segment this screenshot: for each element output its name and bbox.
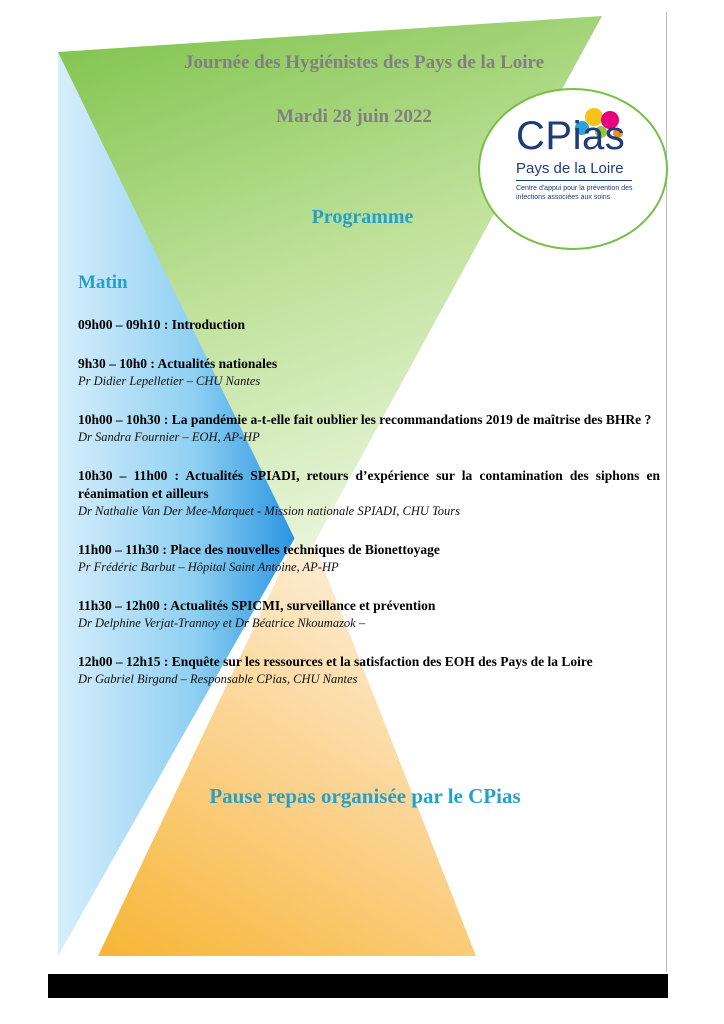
logo-tagline: Centre d'appui pour la prévention des infections associées aux soins [516, 185, 633, 201]
lunch-break-title: Pause repas organisée par le CPias [209, 784, 521, 808]
agenda-item [78, 653, 660, 688]
event-title: Journée des Hygiénistes des Pays de la Loire [183, 52, 545, 73]
agenda-list [78, 316, 660, 709]
agenda-item [78, 541, 660, 576]
agenda-item-title: 10h30 – 11h00 : Actualités SPIADI, retours d’expérience sur la contamination des siphons en réanimation et ailleurs [78, 468, 660, 501]
footer-bar [48, 974, 668, 998]
logo-name: CPias [516, 114, 626, 158]
agenda-item-speaker: Pr Frédéric Barbut – Hôpital Saint Antoine, AP-HP [78, 560, 339, 574]
agenda-item [78, 355, 660, 390]
agenda-item [78, 411, 660, 446]
agenda-item-speaker: Pr Didier Lepelletier – CHU Nantes [78, 374, 261, 388]
agenda-item-title: 9h30 – 10h0 : Actualités nationales [78, 356, 278, 371]
agenda-item-title: 09h00 – 09h10 : Introduction [78, 317, 246, 332]
agenda-item-title: 11h30 – 12h00 : Actualités SPICMI, surveillance et prévention [78, 598, 436, 613]
event-date: Mardi 28 juin 2022 [276, 106, 432, 127]
program-title: Programme [311, 206, 414, 228]
logo-divider [516, 180, 632, 181]
agenda-item-title: 10h00 – 10h30 : La pandémie a-t-elle fait oublier les recommandations 2019 de maîtrise des BHRe ? [78, 412, 652, 427]
agenda-item-speaker: Dr Gabriel Birgand – Responsable CPias, CHU Nantes [78, 672, 358, 686]
agenda-item-speaker: Dr Nathalie Van Der Mee-Marquet - Mission nationale SPIADI, CHU Tours [78, 504, 461, 518]
agenda-item-title: 12h00 – 12h15 : Enquête sur les ressources et la satisfaction des EOH des Pays de la Loire [78, 654, 593, 669]
section-title-morning: Matin [78, 272, 128, 293]
agenda-item [78, 467, 660, 520]
agenda-item-title: 11h00 – 11h30 : Place des nouvelles techniques de Bionettoyage [78, 542, 440, 557]
agenda-item [78, 316, 660, 334]
logo-region: Pays de la Loire [516, 160, 624, 177]
agenda-item-speaker: Dr Delphine Verjat-Trannoy et Dr Béatrice Nkoumazok – [78, 616, 366, 630]
agenda-item-speaker: Dr Sandra Fournier – EOH, AP-HP [78, 430, 260, 444]
agenda-item [78, 597, 660, 632]
